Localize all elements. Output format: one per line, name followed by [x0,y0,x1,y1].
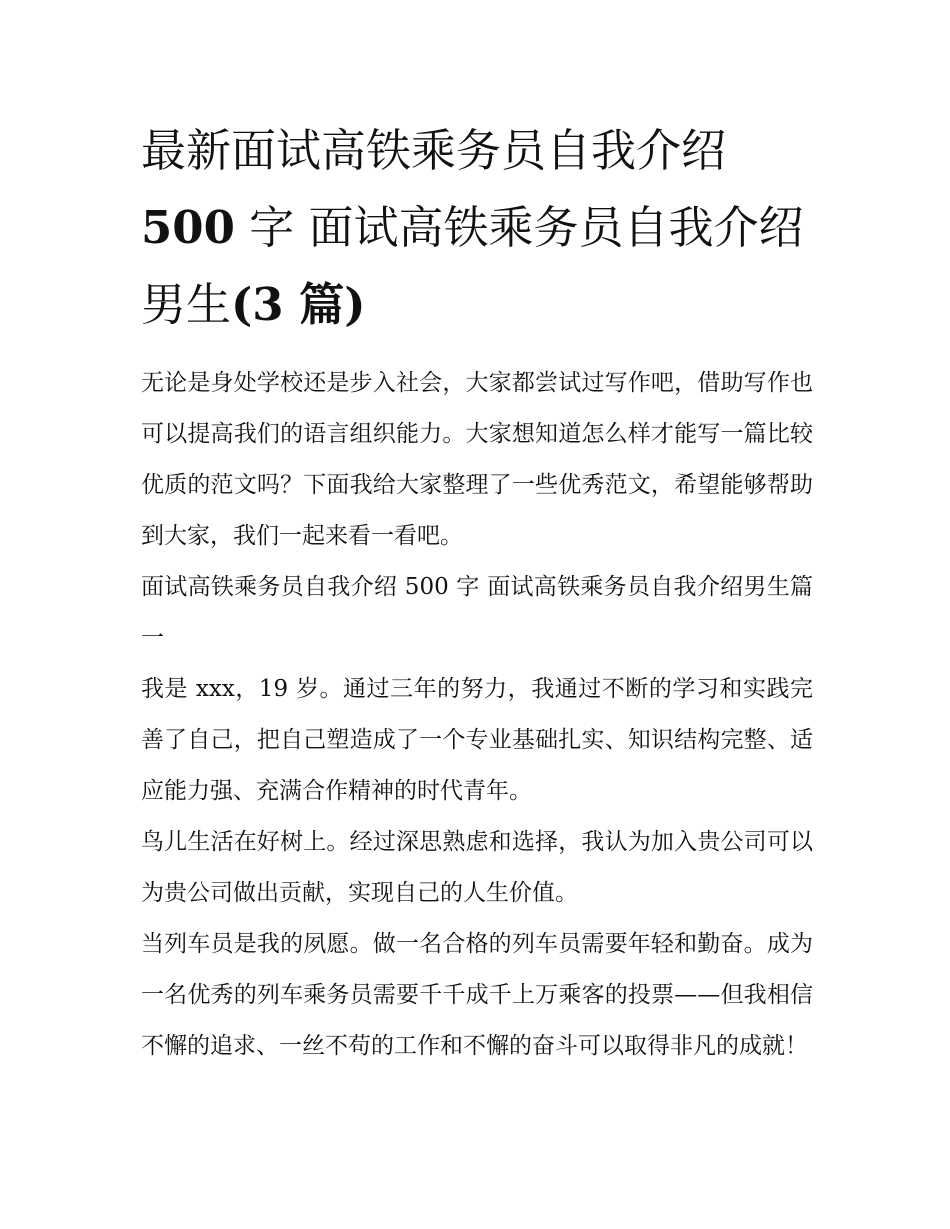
document-page [141,112,813,1072]
section-heading: 面试高铁乘务员自我介绍 500 字 面试高铁乘务员自我介绍男生篇一 [141,574,813,651]
body-paragraph: 当列车员是我的夙愿。做一名合格的列车员需要年轻和勤奋。成为一名优秀的列车乘务员需要千千成千上万乘客的投票——但我相信不懈的追求、一丝不苟的工作和不懈的奋斗可以取得非凡的成就！ [141,931,813,1059]
title-part-2: 字 面试高铁乘务员自我介绍男生 [141,201,804,331]
title-part-1: 最新面试高铁乘务员自我介绍 [141,124,727,177]
title-part-3: (3 篇) [231,278,366,331]
body-paragraph: 鸟儿生活在好树上。经过深思熟虑和选择，我认为加入贵公司可以为贵公司做出贡献，实现自己的人生价值。 [141,829,813,906]
intro-paragraph: 无论是身处学校还是步入社会，大家都尝试过写作吧，借助写作也可以提高我们的语言组织能力。大家想知道怎么样才能写一篇比较优质的范文吗？下面我给大家整理了一些优秀范文，希望能够帮助到大家，我们一起来看一看吧。 [141,370,813,549]
title-number: 500 [141,201,235,254]
body-paragraph: 我是 xxx，19 岁。通过三年的努力，我通过不断的学习和实践完善了自己，把自己塑造成了一个专业基础扎实、知识结构完整、适应能力强、充满合作精神的时代青年。 [141,676,813,804]
document-title [141,112,813,343]
